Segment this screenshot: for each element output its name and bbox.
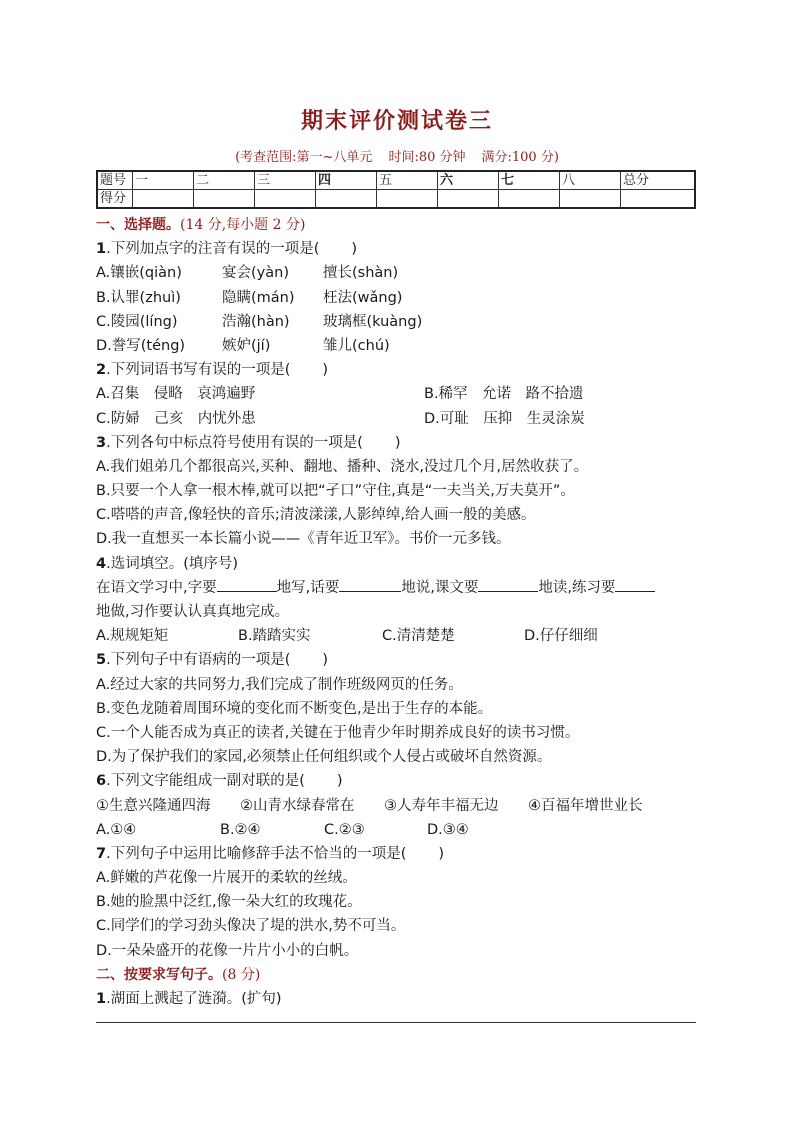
option-c[interactable]: C.防婦 己亥 内忧外患 [96, 410, 256, 427]
question-stem [96, 237, 706, 261]
question-stem [96, 769, 706, 793]
score-input-cell[interactable] [621, 190, 696, 209]
option-word: 浩瀚(hàn) [222, 313, 290, 330]
section-title: 二、按要求写句子。 [96, 966, 222, 983]
score-cell: 四 [316, 171, 377, 190]
question-text: .选词填空。(填序号) [106, 555, 239, 572]
score-cell: 八 [560, 171, 621, 190]
question-text: .下列句子中运用比喻修辞手法不恰当的一项是( [106, 845, 407, 862]
option-word: 宴会(yàn) [222, 265, 289, 282]
sentence-part: 在语文学习中,字要 [96, 579, 217, 596]
question-text: .下列句子中有语病的一项是( [106, 652, 291, 669]
option-word: 枉法(wǎng) [323, 289, 403, 306]
option-a[interactable]: A.规规矩矩 [96, 628, 169, 645]
option-b[interactable]: B.认罪(zhuì) [96, 289, 181, 306]
question-text: .湖面上溅起了涟漪。(扩句) [106, 991, 282, 1007]
couplet-line: ②山青水绿春常在 [240, 797, 355, 814]
question-text: .下列加点字的注音有误的一项是( [106, 241, 320, 258]
option-word: 擅长(shàn) [323, 265, 399, 282]
section-title: 一、选择题。 [96, 217, 180, 233]
answer-paren[interactable]: ) [322, 362, 329, 379]
score-cell: 六 [438, 171, 499, 190]
score-cell: 一 [133, 171, 194, 190]
option-c[interactable]: C.同学们的学习劲头像决了堤的洪水,势不可当。 [96, 918, 406, 935]
option-d[interactable]: D.可耻 压抑 生灵涂炭 [424, 410, 585, 427]
score-input-cell[interactable] [133, 190, 194, 209]
answer-line[interactable] [96, 1022, 696, 1023]
score-cell: 五 [377, 171, 438, 190]
option-c[interactable]: C.清清楚楚 [382, 628, 455, 645]
score-cell: 得分 [97, 190, 133, 209]
blank-field[interactable] [615, 576, 655, 592]
sentence-part: 地说,课文要 [401, 579, 479, 596]
question-text: .下列各句中标点符号使用有误的一项是( [106, 434, 363, 451]
question-number: 6 [96, 773, 107, 790]
score-table [96, 170, 696, 209]
page-title: 期末评价测试卷三 [300, 108, 493, 134]
sentence-part: 地读,练习要 [538, 579, 616, 596]
score-input-cell[interactable] [316, 190, 377, 209]
option-b[interactable]: B.她的脸黑中泛红,像一朵大红的玫瑰花。 [96, 894, 362, 911]
blank-field[interactable] [217, 576, 277, 592]
section-points: (14 分,每小题 2 分) [180, 217, 306, 233]
score-input-cell[interactable] [438, 190, 499, 209]
option-word: 雏儿(chú) [323, 337, 390, 354]
answer-paren[interactable]: ) [438, 845, 445, 862]
option-a[interactable]: A.①④ [96, 821, 137, 838]
option-row [96, 382, 706, 406]
option-b[interactable]: B.踏踏实实 [238, 628, 311, 645]
score-cell: 七 [499, 171, 560, 190]
option-word: 隐瞒(mán) [222, 289, 295, 306]
question-number: 4 [96, 555, 107, 572]
option-d[interactable]: D.仔仔细细 [524, 628, 598, 645]
option-row [96, 407, 706, 431]
fill-blank-sentence [96, 576, 706, 600]
score-cell: 三 [255, 171, 316, 190]
exam-score: 满分:100 分) [481, 150, 559, 165]
section-heading [96, 213, 706, 237]
option-a[interactable]: A.鲜嫩的芦花像一片展开的柔软的丝绒。 [96, 870, 357, 887]
question-number: 7 [96, 845, 107, 862]
exam-time: 时间:80 分钟 [388, 150, 466, 165]
blank-field[interactable] [478, 576, 538, 592]
option-d[interactable]: D.为了保护我们的家园,必须禁止任何组织或个人侵占或破坏自然资源。 [96, 749, 552, 766]
score-input-cell[interactable] [499, 190, 560, 209]
score-input-cell[interactable] [194, 190, 255, 209]
question-stem [96, 552, 706, 576]
option-a[interactable]: A.召集 侵略 哀鸿遍野 [96, 386, 256, 403]
answer-paren[interactable]: ) [351, 241, 358, 258]
question-number: 3 [96, 434, 107, 451]
question-stem [96, 358, 706, 382]
score-table-score-row [97, 190, 695, 209]
answer-paren[interactable]: ) [322, 652, 329, 669]
sentence-end: 地做,习作要认认真真地完成。 [96, 604, 290, 620]
question-number: 2 [96, 362, 107, 379]
score-cell: 题号 [97, 171, 133, 190]
score-input-cell[interactable] [377, 190, 438, 209]
answer-paren[interactable]: ) [394, 434, 401, 451]
option-b[interactable]: B.稀罕 允诺 路不拾遗 [424, 386, 584, 403]
option-d[interactable]: D.誊写(téng) [96, 337, 186, 354]
couplet-line: ①生意兴隆通四海 [96, 797, 211, 814]
option-c[interactable]: C.嗒嗒的声音,像轻快的音乐;清波漾漾,人影绰绰,给人画一般的美感。 [96, 507, 536, 524]
question-stem [96, 987, 706, 1011]
question-text: .下列文字能组成一副对联的是( [106, 773, 305, 790]
option-a[interactable]: A.我们姐弟几个都很高兴,买种、翻地、播种、浇水,没过几个月,居然收获了。 [96, 458, 589, 475]
option-word: 玻璃框(kuàng) [323, 313, 423, 330]
option-row [96, 624, 706, 648]
score-cell: 二 [194, 171, 255, 190]
option-word: 嫉妒(jí) [222, 337, 271, 354]
option-b[interactable]: B.只要一个人拿一根木棒,就可以把“孑口”守住,真是“一夫当关,万夫莫开”。 [96, 483, 575, 500]
option-row [96, 261, 706, 285]
score-input-cell[interactable] [255, 190, 316, 209]
option-d[interactable]: D.我一直想买一本长篇小说——《青年近卫军》。书价一元多钱。 [96, 531, 511, 548]
score-table-header-row [97, 171, 695, 190]
question-stem [96, 431, 706, 455]
score-input-cell[interactable] [560, 190, 621, 209]
option-b[interactable]: B.变色龙随着周围环境的变化而不断变色,是出于生存的本能。 [96, 700, 493, 717]
option-a[interactable]: A.经过大家的共同努力,我们完成了制作班级网页的任务。 [96, 676, 463, 693]
question-number: 1 [96, 241, 107, 258]
exam-scope: (考查范围:第一~八单元 [235, 150, 373, 165]
question-text: .下列词语书写有误的一项是( [106, 362, 291, 379]
question-stem [96, 648, 706, 672]
question-number: 5 [96, 652, 107, 669]
option-d[interactable]: D.③④ [427, 821, 469, 838]
score-cell: 总分 [621, 171, 696, 190]
couplet-line: ③人寿年丰福无边 [384, 797, 499, 814]
option-row [96, 818, 706, 842]
couplet-line: ④百福年增世业长 [528, 797, 643, 814]
question-stem [96, 842, 706, 866]
section-points: (8 分) [222, 966, 261, 983]
option-c[interactable]: C.②③ [324, 821, 365, 838]
blank-field[interactable] [339, 576, 401, 592]
option-a[interactable]: A.镶嵌(qiàn) [96, 265, 182, 282]
option-c[interactable]: C.陵园(líng) [96, 313, 178, 330]
option-row [96, 310, 706, 334]
section-heading [96, 963, 706, 987]
option-row [96, 334, 706, 358]
option-c[interactable]: C.一个人能否成为真正的读者,关键在于他青少年时期养成良好的读书习惯。 [96, 724, 580, 741]
question-number: 1 [96, 991, 107, 1007]
exam-content [96, 213, 706, 1011]
option-row [96, 286, 706, 310]
sentence-part: 地写,话要 [276, 579, 340, 596]
exam-info [0, 146, 794, 165]
answer-paren[interactable]: ) [336, 773, 343, 790]
option-d[interactable]: D.一朵朵盛开的花像一片片小小的白帆。 [96, 942, 359, 959]
option-b[interactable]: B.②④ [220, 821, 261, 838]
couplet-items [96, 794, 706, 818]
